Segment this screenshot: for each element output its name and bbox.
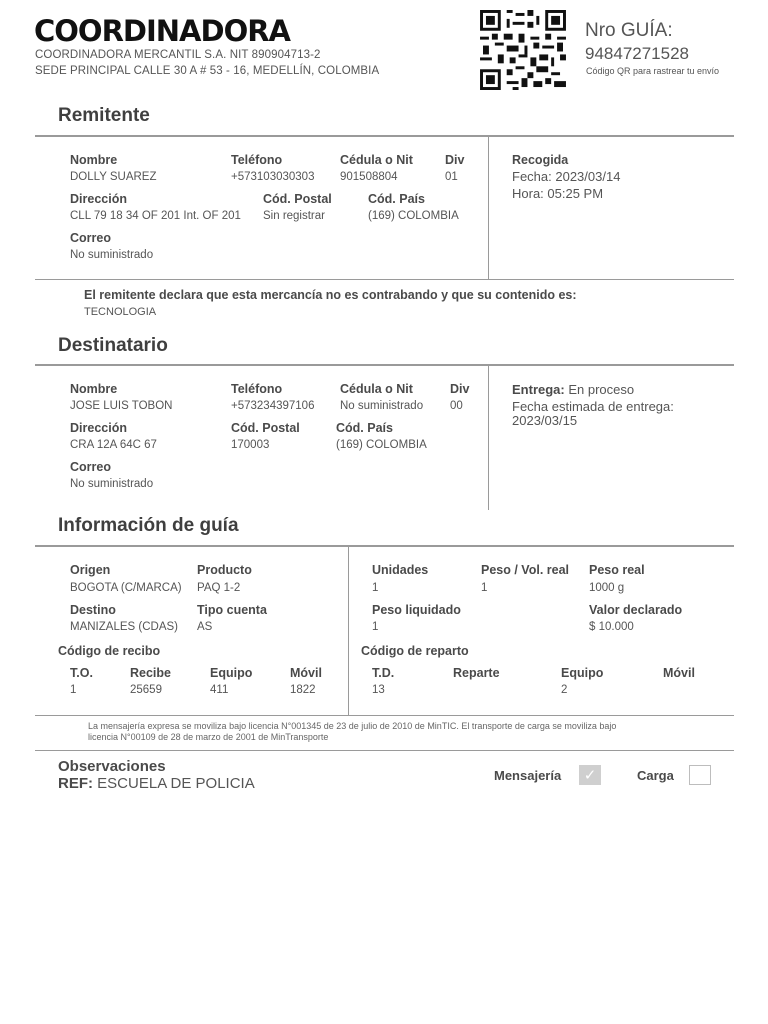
destinatario-nombre: JOSE LUIS TOBON xyxy=(70,400,173,412)
remitente-cedula-label: Cédula o Nit xyxy=(340,153,413,167)
destino: MANIZALES (CDAS) xyxy=(70,621,178,633)
destinatario-cedula: No suministrado xyxy=(340,400,424,412)
recibo-movil: 1822 xyxy=(290,684,316,696)
divider xyxy=(348,546,349,715)
remitente-correo-label: Correo xyxy=(70,231,111,245)
origen: BOGOTA (C/MARCA) xyxy=(70,582,182,594)
legal-notice xyxy=(88,721,688,743)
mensajeria-checkbox[interactable] xyxy=(579,765,601,785)
remitente-correo: No suministrado xyxy=(70,249,154,261)
destinatario-title: Destinatario xyxy=(58,335,168,356)
remitente-telefono: +573103030303 xyxy=(231,171,315,183)
destinatario-div-label: Div xyxy=(450,382,470,396)
remitente-div: 01 xyxy=(445,171,458,183)
valor-declarado: $ 10.000 xyxy=(589,621,634,633)
remitente-telefono-label: Teléfono xyxy=(231,153,283,167)
unidades-label: Unidades xyxy=(372,563,429,577)
guia-number: 94847271528 xyxy=(585,44,690,63)
fecha-estimada-label: Fecha estimada de entrega: xyxy=(512,399,674,414)
remitente-direccion: CLL 79 18 34 OF 201 Int. OF 201 xyxy=(70,210,241,222)
peso-liquidado-label: Peso liquidado xyxy=(372,603,461,617)
destinatario-telefono-label: Teléfono xyxy=(231,382,283,396)
guia-info-title: Información de guía xyxy=(58,515,239,536)
destino-label: Destino xyxy=(70,603,116,617)
recogida-label: Recogida xyxy=(512,153,569,167)
reparto-equipo: 2 xyxy=(561,684,568,696)
recibo-to: 1 xyxy=(70,684,77,696)
recogida-hora: Hora: 05:25 PM xyxy=(512,186,604,201)
recibo-title: Código de recibo xyxy=(58,644,161,658)
legal-line-2: licencia N°00109 de 28 de marzo de 2001 de MinTransporte xyxy=(88,732,329,742)
origen-label: Origen xyxy=(70,563,111,577)
entrega-estado: En proceso xyxy=(568,382,635,397)
peso-real-label: Peso real xyxy=(589,563,645,577)
producto: PAQ 1-2 xyxy=(197,582,241,594)
destinatario-pais-label: Cód. País xyxy=(336,421,393,435)
recibo-to-label: T.O. xyxy=(70,666,93,680)
observaciones-title: Observaciones xyxy=(58,758,166,775)
unidades: 1 xyxy=(372,582,379,594)
qr-note: Código QR para rastrear tu envío xyxy=(586,66,720,76)
valor-declarado-label: Valor declarado xyxy=(589,603,683,617)
check-icon: ✓ xyxy=(583,767,597,784)
peso-liquidado: 1 xyxy=(372,621,379,633)
declaracion-text: El remitente declara que esta mercancía no es contrabando y que su contenido es: xyxy=(84,288,577,302)
destinatario-div: 00 xyxy=(450,400,463,412)
legal-line-1: La mensajería expresa se moviliza bajo licencia N°001345 de 23 de julio de 2010 de MinTIC. El transporte de carga se moviliza bajo xyxy=(88,721,617,731)
destinatario-postal: 170003 xyxy=(231,439,270,451)
reparto-movil-label: Móvil xyxy=(663,666,695,680)
guia-label: Nro GUÍA: xyxy=(585,20,673,41)
company-address: SEDE PRINCIPAL CALLE 30 A # 53 - 16, MEDELLÍN, COLOMBIA xyxy=(35,65,380,77)
entrega-status xyxy=(512,382,634,397)
remitente-nombre-label: Nombre xyxy=(70,153,118,167)
remitente-div-label: Div xyxy=(445,153,465,167)
divider xyxy=(488,136,489,280)
reparto-td-label: T.D. xyxy=(372,666,395,680)
destinatario-postal-label: Cód. Postal xyxy=(231,421,300,435)
declaracion-contenido: TECNOLOGIA xyxy=(84,306,157,318)
remitente-postal: Sin registrar xyxy=(263,210,325,222)
carga-label: Carga xyxy=(637,768,674,783)
reparto-reparte-label: Reparte xyxy=(453,666,500,680)
recibo-recibe: 25659 xyxy=(130,684,162,696)
recibo-equipo-label: Equipo xyxy=(210,666,253,680)
remitente-postal-label: Cód. Postal xyxy=(263,192,332,206)
divider xyxy=(488,365,489,510)
divider xyxy=(35,279,734,280)
divider xyxy=(35,715,734,716)
remitente-direccion-label: Dirección xyxy=(70,192,127,206)
remitente-pais-label: Cód. País xyxy=(368,192,425,206)
remitente-cedula: 901508804 xyxy=(340,171,398,183)
recibo-movil-label: Móvil xyxy=(290,666,322,680)
divider xyxy=(35,364,734,366)
destinatario-telefono: +573234397106 xyxy=(231,400,315,412)
recibo-equipo: 411 xyxy=(210,684,229,696)
reparto-title: Código de reparto xyxy=(361,644,469,658)
remitente-title: Remitente xyxy=(58,105,150,126)
destinatario-direccion-label: Dirección xyxy=(70,421,127,435)
divider xyxy=(35,135,734,137)
peso-vol-label: Peso / Vol. real xyxy=(481,563,570,577)
fecha-estimada: 2023/03/15 xyxy=(512,413,578,428)
ref-value: ESCUELA DE POLICIA xyxy=(97,775,255,792)
qr-code-icon xyxy=(480,10,566,90)
ref-label: REF: xyxy=(58,775,93,792)
divider xyxy=(35,750,734,751)
destinatario-correo: No suministrado xyxy=(70,478,154,490)
carga-checkbox[interactable] xyxy=(689,765,711,785)
remitente-pais: (169) COLOMBIA xyxy=(368,210,459,222)
company-logo: COORDINADORA xyxy=(34,14,290,48)
destinatario-direccion: CRA 12A 64C 67 xyxy=(70,439,157,451)
company-nit: COORDINADORA MERCANTIL S.A. NIT 890904713-2 xyxy=(35,49,321,61)
entrega-label: Entrega: xyxy=(512,382,565,397)
divider xyxy=(35,545,734,547)
destinatario-correo-label: Correo xyxy=(70,460,111,474)
recogida-fecha: Fecha: 2023/03/14 xyxy=(512,169,621,184)
peso-vol: 1 xyxy=(481,582,488,594)
producto-label: Producto xyxy=(197,563,252,577)
recibo-recibe-label: Recibe xyxy=(130,666,171,680)
tipo-cuenta: AS xyxy=(197,621,213,633)
observaciones-ref xyxy=(58,775,255,792)
reparto-equipo-label: Equipo xyxy=(561,666,604,680)
tipo-cuenta-label: Tipo cuenta xyxy=(197,603,267,617)
destinatario-nombre-label: Nombre xyxy=(70,382,118,396)
destinatario-cedula-label: Cédula o Nit xyxy=(340,382,413,396)
mensajeria-label: Mensajería xyxy=(494,768,562,783)
reparto-td: 13 xyxy=(372,684,385,696)
destinatario-pais: (169) COLOMBIA xyxy=(336,439,427,451)
peso-real: 1000 g xyxy=(589,582,625,594)
remitente-nombre: DOLLY SUAREZ xyxy=(70,171,157,183)
